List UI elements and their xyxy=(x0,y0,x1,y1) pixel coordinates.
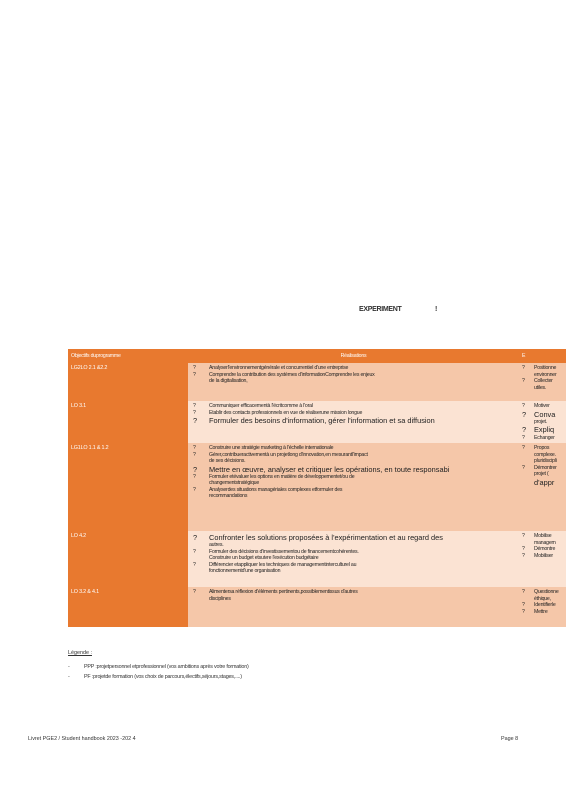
competence-text: complexe. xyxy=(534,451,556,458)
competence-text: Mobiliser xyxy=(534,552,553,559)
competence-text: Mettre xyxy=(534,608,548,615)
bullet-mark: ? xyxy=(522,464,525,471)
objective-cell: LO 4.2 xyxy=(68,531,188,587)
realisation-text: Analyserdes situations managériales complexes etformuler des xyxy=(209,486,343,493)
realisation-line xyxy=(191,568,516,575)
page-footer xyxy=(28,736,528,742)
realisation-text: Formuler des décisions d'investissementou de financementcohérentes. xyxy=(209,548,359,555)
objective-cell: LG2LO 2.1 &2.2 xyxy=(68,363,188,401)
header-objectives: Objectifs duprogramme xyxy=(68,349,188,363)
competence-text: managem xyxy=(534,539,556,546)
competence-text: pluridiscipli xyxy=(534,458,557,464)
realisation-text: recommandations xyxy=(209,493,248,500)
competence-text: Echanger xyxy=(534,434,555,441)
table-row xyxy=(68,587,566,627)
legend-dash: - xyxy=(68,674,70,680)
realisation-text: Comprendre la contribution des systèmes d'informationComprendre les enjeux xyxy=(209,371,375,378)
bullet-mark: ? xyxy=(193,365,196,371)
bullet-mark: ? xyxy=(522,434,525,441)
competence-line xyxy=(522,410,563,419)
realisations-cell xyxy=(188,401,519,443)
legend-item xyxy=(68,674,249,680)
legend-title: Légende : xyxy=(68,650,92,656)
realisations-cell xyxy=(188,443,519,531)
legend-text: PF :projetde formation (vos choix de parcours,électifs,séjours,stages,....) xyxy=(84,674,242,680)
competence-text: Motiver xyxy=(534,403,550,409)
realisation-line xyxy=(191,533,516,542)
realisations-cell xyxy=(188,363,519,401)
realisation-text: de ses décisions. xyxy=(209,458,246,464)
competence-line xyxy=(522,609,563,616)
competence-text: Propos xyxy=(534,445,550,451)
bullet-mark: ? xyxy=(522,409,527,419)
bullet-mark: ? xyxy=(522,378,525,384)
bullet-mark: ? xyxy=(522,403,525,409)
table-row xyxy=(68,531,566,587)
objectives-table xyxy=(68,349,566,627)
realisation-text: Construire un budget etsuivre l'exécution budgétaire xyxy=(209,555,319,562)
realisation-text: Mettre en œuvre, analyser et critiquer les opérations, en toute responsabi xyxy=(209,464,450,474)
bullet-mark: ? xyxy=(193,403,196,409)
bullet-mark: ? xyxy=(193,464,198,474)
legend-dash: - xyxy=(68,664,70,670)
competence-line xyxy=(522,478,563,487)
competence-text: éthique, xyxy=(534,595,551,602)
bullet-mark: ? xyxy=(522,602,525,608)
realisation-line xyxy=(191,465,516,474)
bullet-mark: ? xyxy=(522,365,525,371)
title-word: EXPERIMENT xyxy=(359,306,402,313)
competences-cell xyxy=(519,531,566,587)
title-mark: ! xyxy=(435,306,438,313)
table-row xyxy=(68,401,566,443)
bullet-mark: ? xyxy=(193,451,196,458)
competences-cell xyxy=(519,401,566,443)
legend xyxy=(68,650,249,680)
realisations-cell xyxy=(188,531,519,587)
competence-text: projet. xyxy=(534,418,548,425)
header-competences: E xyxy=(519,349,566,363)
bullet-mark: ? xyxy=(193,371,196,378)
competence-text: Conva xyxy=(534,409,556,419)
realisation-line xyxy=(191,596,516,603)
realisation-text: Analyserl'environnementgénérale et concurrentiel d'une entreprise xyxy=(209,365,349,371)
bullet-mark: ? xyxy=(522,445,525,451)
realisation-text: changementstratégique xyxy=(209,480,260,487)
bullet-mark: ? xyxy=(193,445,196,451)
competence-line xyxy=(522,435,563,442)
bullet-mark: ? xyxy=(193,589,196,595)
realisation-text: Différencier etappliquer les techniques de managementinterculturel au xyxy=(209,561,357,568)
bullet-mark: ? xyxy=(193,416,198,425)
competence-text: Positionne xyxy=(534,365,557,371)
table-row xyxy=(68,443,566,531)
competence-text: Questionne xyxy=(534,589,559,595)
competence-text: projet ( xyxy=(534,471,549,477)
bullet-mark: ? xyxy=(193,473,196,480)
legend-text: PPP :projetpersonnel etprofessionnel (vos ambitions après votre formation) xyxy=(84,664,249,670)
realisation-text: Alimentersa réflexion d'éléments pertinents,possiblementissus d'autres xyxy=(209,589,358,595)
bullet-mark: ? xyxy=(193,561,196,568)
objective-cell: LG1LO 1.1 & 1.2 xyxy=(68,443,188,531)
table-header-row xyxy=(68,349,566,363)
bullet-mark: ? xyxy=(193,533,198,542)
realisation-text: Gérer,contribueractivementà un projetlong d'innovation,en mesurantl'impact xyxy=(209,451,368,458)
objective-cell: LO 3.1 xyxy=(68,401,188,443)
competence-text: utiles. xyxy=(534,384,547,391)
competence-text: Démontre xyxy=(534,546,556,552)
bullet-mark: ? xyxy=(522,552,525,559)
legend-item xyxy=(68,664,249,670)
bullet-mark: ? xyxy=(522,533,525,539)
competence-text: Expliq xyxy=(534,425,555,435)
competence-text: Démontrer xyxy=(534,464,557,471)
bullet-mark: ? xyxy=(193,486,196,493)
competence-line xyxy=(522,385,563,392)
competences-cell xyxy=(519,443,566,531)
realisation-line xyxy=(191,493,516,500)
realisations-cell xyxy=(188,587,519,627)
realisation-line xyxy=(191,416,516,425)
objective-cell: LO 3.2 & 4.1 xyxy=(68,587,188,627)
realisation-text: Communiquer efficacementà l'écritcomme à l'oral xyxy=(209,403,313,409)
bullet-mark: ? xyxy=(522,546,525,552)
bullet-mark: ? xyxy=(522,608,525,615)
competence-line xyxy=(522,553,563,560)
realisation-text: disciplines xyxy=(209,595,231,602)
realisation-text: Formuler etévaluer les options en matière de développementet/ou de xyxy=(209,473,355,480)
bullet-mark: ? xyxy=(193,409,196,416)
competence-text: Identifierle xyxy=(534,602,556,608)
bullet-mark: ? xyxy=(522,589,525,595)
realisation-text: Formuler des besoins d'information, gérer l'information et sa diffusion xyxy=(209,416,435,425)
competence-text: Collecter xyxy=(534,378,553,384)
competence-text: Mobilise xyxy=(534,533,552,539)
realisation-text: fonctionnementd'une organisation xyxy=(209,568,281,575)
footer-left: Livret PGE2 / Student handbook 2023 -202 4 xyxy=(28,736,136,742)
competence-line xyxy=(522,425,563,434)
bullet-mark: ? xyxy=(522,425,527,435)
competences-cell xyxy=(519,587,566,627)
footer-page: Page 8 xyxy=(501,736,519,742)
realisation-line xyxy=(191,378,516,385)
realisation-text: autres. xyxy=(209,542,224,549)
competences-cell xyxy=(519,363,566,401)
competence-text: environner xyxy=(534,371,557,378)
bullet-mark: ? xyxy=(193,548,196,555)
table-row xyxy=(68,363,566,401)
realisation-text: Etablir des contacts professionnels en vue de réaliserune mission longue xyxy=(209,409,363,416)
section-title xyxy=(0,306,566,318)
realisation-text: Confronter les solutions proposées à l'expérimentation et au regard des xyxy=(209,533,443,542)
realisation-text: Construire une stratégie marketing à l'échelle internationale xyxy=(209,445,334,451)
realisation-text: de la digitalisation, xyxy=(209,378,248,384)
header-realisations: Réalisations xyxy=(188,349,519,363)
competence-text: d'appr xyxy=(534,477,555,487)
